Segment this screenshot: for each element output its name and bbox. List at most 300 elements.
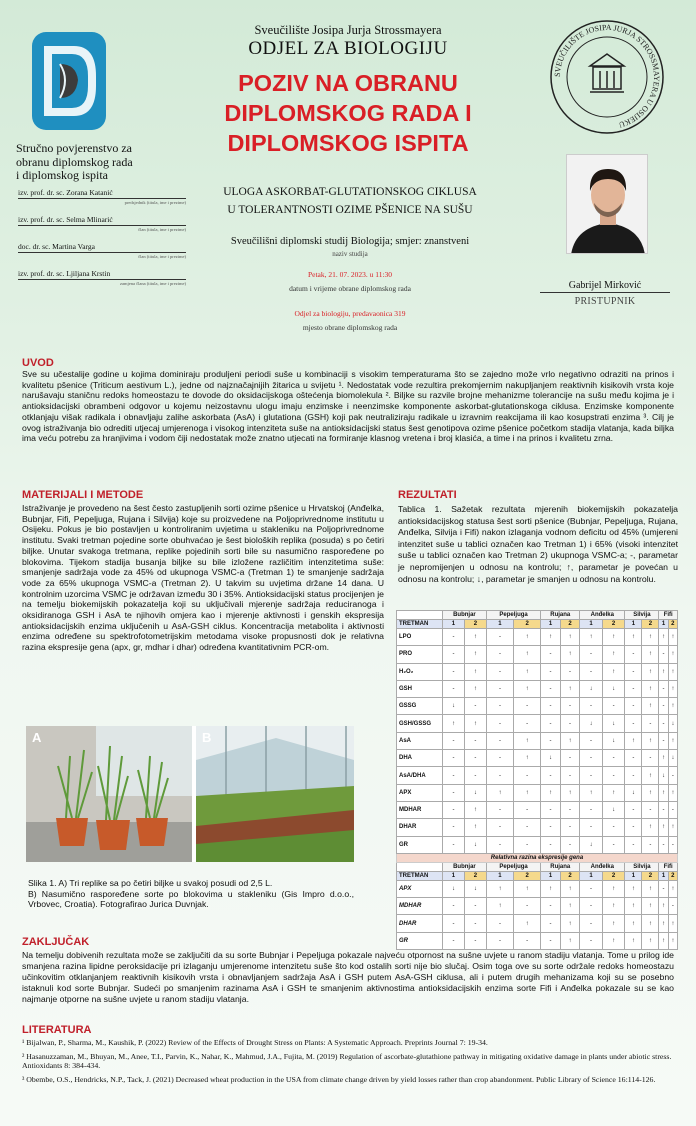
result-cell: ↑: [602, 915, 625, 932]
result-cell: -: [443, 750, 465, 767]
result-cell: -: [464, 750, 486, 767]
result-cell: ↑: [464, 629, 486, 646]
table-row: [397, 629, 678, 646]
result-cell: -: [659, 715, 668, 732]
table-row: [397, 819, 678, 836]
result-cell: -: [580, 663, 603, 680]
title-line: DIPLOMSKOG ISPITA: [227, 130, 469, 156]
table-row: [397, 880, 678, 897]
result-cell: -: [443, 680, 465, 697]
parameter-label: MDHAR: [397, 801, 443, 818]
gene-section-heading: Relativna razina ekspresije gena: [397, 853, 678, 862]
result-cell: ↑: [580, 784, 603, 801]
table-row: [397, 836, 678, 853]
conclusion-heading: ZAKLJUČAK: [22, 936, 90, 948]
result-cell: ↑: [668, 663, 677, 680]
result-cell: -: [580, 898, 603, 915]
result-cell: -: [580, 932, 603, 949]
parameter-label: DHAR: [397, 819, 443, 836]
result-cell: ↑: [668, 915, 677, 932]
treatment-label: TRETMAN: [397, 620, 443, 629]
result-cell: ↑: [668, 680, 677, 697]
result-cell: -: [560, 767, 580, 784]
result-cell: ↑: [659, 819, 668, 836]
result-cell: -: [642, 750, 659, 767]
result-cell: ↑: [514, 646, 541, 663]
result-cell: -: [486, 680, 513, 697]
committee-member: [18, 188, 186, 205]
treatment-cell: 1: [541, 620, 560, 629]
result-cell: -: [668, 836, 677, 853]
result-cell: ↓: [625, 784, 642, 801]
result-cell: -: [659, 646, 668, 663]
table-row: [397, 767, 678, 784]
parameter-label: AsA/DHA: [397, 767, 443, 784]
result-cell: ↑: [560, 732, 580, 749]
result-cell: -: [443, 915, 465, 932]
result-cell: -: [541, 680, 560, 697]
defense-datetime: Petak, 21. 07. 2023. u 11:30: [307, 270, 393, 279]
table-row: [397, 915, 678, 932]
member-role: član (titula, ime i prezime): [138, 254, 186, 259]
result-cell: -: [486, 819, 513, 836]
result-cell: ↑: [560, 784, 580, 801]
result-cell: ↑: [560, 898, 580, 915]
result-cell: ↓: [464, 880, 486, 897]
result-cell: ↑: [560, 915, 580, 932]
treatment-label: TRETMAN: [397, 871, 443, 880]
place-label: mjesto obrane diplomskog rada: [302, 323, 398, 332]
result-cell: ↑: [464, 663, 486, 680]
candidate-label: PRISTUPNIK: [574, 296, 636, 307]
result-cell: -: [443, 646, 465, 663]
result-cell: -: [443, 801, 465, 818]
figure-label-b: B: [202, 730, 212, 745]
result-cell: -: [541, 819, 560, 836]
result-cell: ↑: [560, 680, 580, 697]
table-corner-cell: [397, 611, 443, 620]
result-cell: ↓: [602, 801, 625, 818]
treatment-cell: 1: [486, 871, 513, 880]
result-cell: ↑: [625, 915, 642, 932]
result-cell: ↑: [642, 663, 659, 680]
table-row: [397, 932, 678, 949]
committee-heading: [16, 142, 176, 183]
result-cell: ↑: [443, 715, 465, 732]
result-cell: -: [625, 767, 642, 784]
result-cell: -: [625, 819, 642, 836]
committee-heading-line: i diplomskog ispita: [16, 168, 109, 182]
reference-item: ¹ Bijalwan, P., Sharma, M., Kaushik, P. (2022) Review of the Effects of Drought Stress on Plants: A Systematic Approach. Preprints Journal 7: 19-34.: [22, 1038, 488, 1047]
result-cell: ↓: [602, 732, 625, 749]
treatment-cell: 2: [602, 620, 625, 629]
cultivar-header: Pepeljuga: [486, 611, 540, 620]
result-cell: ↑: [541, 629, 560, 646]
treatment-cell: 2: [602, 871, 625, 880]
table-treatment-row: [397, 871, 678, 880]
parameter-label: GSSG: [397, 698, 443, 715]
university-seal: [548, 18, 666, 136]
parameter-label: H₂O₂: [397, 663, 443, 680]
result-cell: ↑: [668, 784, 677, 801]
result-cell: ↑: [602, 663, 625, 680]
result-cell: -: [560, 836, 580, 853]
result-cell: -: [580, 819, 603, 836]
treatment-cell: 1: [659, 620, 668, 629]
result-cell: ↑: [514, 663, 541, 680]
result-cell: -: [580, 698, 603, 715]
result-cell: -: [602, 698, 625, 715]
parameter-label: LPO: [397, 629, 443, 646]
result-cell: -: [642, 715, 659, 732]
result-cell: -: [602, 836, 625, 853]
committee-heading-line: Stručno povjerenstvo za: [16, 141, 132, 155]
result-cell: ↑: [668, 819, 677, 836]
result-cell: -: [486, 836, 513, 853]
parameter-label: APX: [397, 784, 443, 801]
result-cell: -: [464, 915, 486, 932]
committee-member: [18, 242, 186, 259]
result-cell: -: [560, 750, 580, 767]
result-cell: ↓: [541, 750, 560, 767]
result-cell: -: [443, 767, 465, 784]
result-cell: -: [560, 819, 580, 836]
result-cell: -: [443, 819, 465, 836]
cultivar-header: Silvija: [625, 611, 659, 620]
parameter-label: AsA: [397, 732, 443, 749]
treatment-cell: 2: [514, 620, 541, 629]
figure-label-a: A: [32, 730, 42, 745]
parameter-label: GR: [397, 932, 443, 949]
result-cell: -: [464, 932, 486, 949]
gene-section-row: [397, 853, 678, 862]
result-cell: -: [580, 880, 603, 897]
treatment-cell: 2: [464, 871, 486, 880]
result-cell: ↑: [668, 732, 677, 749]
study-program: Sveučilišni diplomski studij Biologija; smjer: znanstveni: [230, 236, 470, 247]
cultivar-header: Rujana: [541, 862, 580, 871]
methods-heading: MATERIJALI I METODE: [22, 489, 144, 501]
result-cell: -: [580, 750, 603, 767]
result-cell: -: [659, 698, 668, 715]
result-cell: -: [443, 663, 465, 680]
result-cell: -: [486, 715, 513, 732]
result-cell: -: [464, 898, 486, 915]
title-line: DIPLOMSKOG RADA I: [224, 100, 472, 126]
result-cell: -: [486, 646, 513, 663]
cultivar-header: Rujana: [541, 611, 580, 620]
result-cell: -: [642, 836, 659, 853]
result-cell: -: [443, 732, 465, 749]
result-cell: -: [668, 801, 677, 818]
result-cell: ↑: [659, 750, 668, 767]
result-cell: -: [541, 801, 560, 818]
result-cell: -: [659, 836, 668, 853]
result-cell: ↓: [580, 680, 603, 697]
result-cell: -: [541, 767, 560, 784]
cultivar-header: Anđelka: [580, 611, 625, 620]
result-cell: -: [541, 898, 560, 915]
result-cell: ↑: [464, 715, 486, 732]
result-cell: ↑: [642, 898, 659, 915]
poster-title: [170, 68, 526, 158]
university-name: Sveučilište Josipa Jurja Strossmayera: [254, 23, 442, 37]
result-cell: ↑: [659, 932, 668, 949]
treatment-cell: 1: [580, 871, 603, 880]
result-cell: ↑: [642, 880, 659, 897]
treatment-cell: 2: [668, 871, 677, 880]
result-cell: -: [514, 698, 541, 715]
result-cell: -: [514, 836, 541, 853]
committee-heading-line: obranu diplomskog rada: [16, 154, 133, 169]
result-cell: -: [514, 819, 541, 836]
table-header-row: [397, 862, 678, 871]
intro-text: Sve su učestalije godine u kojima dominiraju produljeni periodi suše u kombinaciji s visokim temperaturama što se zajedno može vrlo negativno odraziti na prinos i kvalitetu pšenice (Triticum aestivum L.), jedne od najznačajnijih žitarica u svijetu ¹. Nedostatak vode rezultira prekomjernim nakupljanjem reaktivnih kisikovih vrsta koje narušavaju staničnu redoks homeostazu te dovode do oksidacijskoga oštećenja biomolekula ². Biljke su razvile brojne mehanizme tolerancije na sušu među kojima je i antioksidacijski obrambeni odgovor u kojemu neizostavnu ulogu imaju enzimske i neenzimske komponente askorbat-glutationskoga ciklusa. Enzimske komponente otklanjaju višak radikala i obnavljaju zalihe askorbata (AsA) i glutationa (GSH) koji pak neutraliziraju radikale u izravnim reakcijama ili kao kosupstrati enzima ³. Cilj je ovog istraživanja bio odrediti utjecaj umjerenoga i visokog intenziteta suše na antioksidacijski status šest genotipova ozime pšenice početkom stadija vlatanja, kada biljka ima veću potrebu za hranjivima i vodom čiji nedostatak može znatno utjecati na formiranje klasnog vretena i broj klasića, a time i na prinos i kvalitetu zrna.: [22, 369, 674, 444]
results-table: [396, 610, 678, 950]
table-row: [397, 715, 678, 732]
intro-heading: UVOD: [22, 357, 54, 369]
result-cell: -: [668, 898, 677, 915]
result-cell: ↑: [659, 898, 668, 915]
result-cell: ↑: [514, 629, 541, 646]
member-role: zamjena člana (titula, ime i prezime): [120, 281, 186, 286]
department-logo: [30, 30, 108, 132]
table-row: [397, 784, 678, 801]
greenhouse-photos: [26, 726, 354, 862]
result-cell: -: [541, 732, 560, 749]
result-cell: -: [486, 663, 513, 680]
parameter-label: GSH/GSSG: [397, 715, 443, 732]
result-cell: ↑: [514, 880, 541, 897]
treatment-cell: 1: [580, 620, 603, 629]
table-header-row: [397, 611, 678, 620]
result-cell: ↓: [668, 750, 677, 767]
table-row: [397, 698, 678, 715]
result-cell: ↑: [560, 629, 580, 646]
result-cell: ↑: [642, 629, 659, 646]
result-cell: -: [541, 932, 560, 949]
result-cell: ↑: [514, 784, 541, 801]
result-cell: -: [443, 836, 465, 853]
parameter-label: DHAR: [397, 915, 443, 932]
title-line: POZIV NA OBRANU: [238, 70, 458, 96]
treatment-cell: 2: [560, 620, 580, 629]
result-cell: -: [541, 663, 560, 680]
result-cell: -: [443, 898, 465, 915]
treatment-cell: 2: [514, 871, 541, 880]
result-cell: -: [625, 680, 642, 697]
member-name: izv. prof. dr. sc. Zorana Katanić: [18, 188, 186, 199]
result-cell: -: [443, 629, 465, 646]
result-cell: -: [625, 750, 642, 767]
table-corner-cell: [397, 862, 443, 871]
treatment-cell: 1: [625, 620, 642, 629]
result-cell: ↑: [514, 915, 541, 932]
result-cell: -: [625, 663, 642, 680]
candidate: [540, 280, 670, 307]
table-row: [397, 680, 678, 697]
result-cell: ↑: [486, 784, 513, 801]
methods-text: Istraživanje je provedeno na šest često zastupljenih sorti ozime pšenice u Hrvatskoj (Anđelka, Bubnjar, Fifi, Pepeljuga, Rujana i Silvija) koje su proizvedene na Poljoprivrednome institutu u Osijeku. Pokus je bio postavljen u kontroliranim uvjetima u stakleniku na Poljoprivrednome institutu. Svaki tretman pojedine sorte obuhvaćao je šest bioloških replika (posuda) s po četiri biljke. Unutar svakoga tretmana, replike pojedinih sorti bile su nasumično raspoređene po blokovima. Tijekom stadija busanja biljke su bile izložene različitim intenzitetima suše: smanjenje sadržaja vode za 45% od ukupnoga VSMC-a (Tretman 1) te smanjenje sadržaja vode za 65% ukupnoga VSMC-a (Tretman 2). U takvim su uvjetima držane 14 dana. U kontrolnim uzorcima VSMC je održavan između 30 i 35%. Antioksidacijski status procijenjen je na temelju biokemijskih pokazatelja koji su uključivali mjerenje sadržaja reduciranoga i oksidiranoga GSH i AsA te njihovih omjera kao i mjerenje aktivnosti i genskih ekspresija antioksidacijskih enzima uključenih u AsA-GSH ciklus. Koncentracija metabolita i aktivnosti enzima određene su spektrofotometrijskim metodama visoke propusnosti dok je relativna razina ekspresije gena (apx, gr, mdhar i dhar) određena kvantitativnim PCR-om.: [22, 503, 384, 653]
result-cell: ↓: [443, 880, 465, 897]
committee-member: [18, 215, 186, 232]
result-cell: ↑: [580, 629, 603, 646]
result-cell: -: [514, 932, 541, 949]
treatment-cell: 1: [659, 871, 668, 880]
references-list: [22, 1038, 674, 1088]
result-cell: -: [580, 732, 603, 749]
defense-place: Odjel za biologiju, predavaonica 319: [294, 309, 406, 318]
figure-caption-b: B) Nasumično raspoređene sorte po blokovima u stakleniku (Gis Impro d.o.o., Vrbovec, Croatia). Fotografirao Jurica Duvnjak.: [28, 888, 354, 910]
result-cell: -: [514, 898, 541, 915]
candidate-name: Gabrijel Mirković: [540, 280, 670, 293]
result-cell: -: [625, 836, 642, 853]
table-treatment-row: [397, 620, 678, 629]
result-cell: ↑: [642, 767, 659, 784]
result-cell: ↑: [602, 784, 625, 801]
treatment-cell: 1: [541, 871, 560, 880]
department-name: ODJEL ZA BIOLOGIJU: [248, 38, 448, 59]
result-cell: -: [514, 715, 541, 732]
cultivar-header: Fifi: [659, 611, 678, 620]
result-cell: ↑: [659, 663, 668, 680]
result-cell: -: [668, 767, 677, 784]
cultivar-header: Anđelka: [580, 862, 625, 871]
results-table-grid: [396, 610, 678, 950]
result-cell: -: [541, 915, 560, 932]
datetime-label: datum i vrijeme obrane diplomskog rada: [289, 284, 411, 293]
member-name: izv. prof. dr. sc. Selma Mlinarić: [18, 215, 186, 226]
result-cell: -: [486, 915, 513, 932]
thesis-title-line: U TOLERANTNOSTI OZIME PŠENICE NA SUŠU: [227, 204, 473, 216]
result-cell: -: [486, 750, 513, 767]
committee-member: [18, 269, 186, 286]
result-cell: -: [514, 801, 541, 818]
result-cell: -: [602, 767, 625, 784]
result-cell: ↑: [668, 880, 677, 897]
result-cell: ↑: [668, 629, 677, 646]
member-name: doc. dr. sc. Martina Varga: [18, 242, 186, 253]
result-cell: ↑: [602, 932, 625, 949]
result-cell: ↑: [642, 732, 659, 749]
result-cell: -: [560, 801, 580, 818]
result-cell: ↑: [642, 915, 659, 932]
result-cell: ↑: [668, 932, 677, 949]
result-cell: ↑: [514, 750, 541, 767]
result-cell: -: [464, 767, 486, 784]
result-cell: ↓: [580, 715, 603, 732]
result-cell: -: [486, 801, 513, 818]
treatment-cell: 2: [668, 620, 677, 629]
references-heading: LITERATURA: [22, 1024, 92, 1036]
result-cell: ↑: [668, 698, 677, 715]
cultivar-header: Bubnjar: [443, 611, 487, 620]
treatment-cell: 1: [486, 620, 513, 629]
result-cell: -: [464, 698, 486, 715]
result-cell: ↑: [602, 646, 625, 663]
conclusion-text: Na temelju dobivenih rezultata može se zaključiti da su sorte Bubnjar i Pepeljuga pokazale najveću otpornost na sušne uvjete u ranom stadiju vlatanja. Tome u prilog ide smanjena razina lipidne peroksidacije pri izlaganju umjerenome intenzitetu suše što kod ostalih sorti nije bio slučaj. Osim toga ove su sorte održale redoks homeostazu učinkovitim otklanjanjem reaktivnih kisikovih vrsta i obnavljanjem sadržaja AsA i GSH putem AsA-GSH ciklusa, ali i putem drugih mehanizama koji su se posebno istaknuli kod sorte Bubnjar. Sudeći po smanjenim razinama AsA i GSH te smanjenim aktivnostima antioksidacijskih enzima sorte Fifi i Anđelka pokazale su se kao najmanje otporne na sušne uvjete u ranom stadiju vlatanja.: [22, 950, 674, 1004]
parameter-label: MDHAR: [397, 898, 443, 915]
candidate-photo: [566, 154, 648, 254]
result-cell: ↑: [602, 880, 625, 897]
result-cell: ↓: [464, 836, 486, 853]
result-cell: ↓: [464, 784, 486, 801]
table-caption: Tablica 1. Sažetak rezultata mjerenih biokemijskih pokazatelja antioksidacijskog statusa šest sorti pšenice (Bubnjar, Pepeljuga, Rujana, Anđelka, Silvija i Fifi) nakon izlaganja vodnom deficitu od 45% (umjereni intenzitet suše u tablici označen kao Tretman 1) i 65% (visoki intenzitet suše u tablici označen kao Tretman 2) ukupnoga VSMC-a; -, parametar je nepromijenjen u odnosu na kontrolu; ↑, parametar je povećan u odnosu na kontrolu; ↓, parametar je smanjen u odnosu na kontrolu.: [398, 504, 678, 584]
result-cell: -: [560, 698, 580, 715]
member-role: član (titula, ime i prezime): [138, 227, 186, 232]
result-cell: -: [541, 715, 560, 732]
result-cell: ↑: [560, 880, 580, 897]
results-heading: REZULTATI: [398, 489, 457, 501]
result-cell: ↑: [541, 880, 560, 897]
table-row: [397, 732, 678, 749]
treatment-cell: 2: [464, 620, 486, 629]
thesis-title: [200, 186, 500, 216]
table-row: [397, 663, 678, 680]
member-name: izv. prof. dr. sc. Ljiljana Krstin: [18, 269, 186, 280]
result-cell: ↑: [602, 629, 625, 646]
treatment-cell: 2: [642, 871, 659, 880]
result-cell: -: [486, 732, 513, 749]
result-cell: -: [625, 698, 642, 715]
result-cell: -: [580, 646, 603, 663]
result-cell: -: [514, 767, 541, 784]
result-cell: -: [625, 646, 642, 663]
result-cell: -: [486, 767, 513, 784]
result-cell: -: [625, 715, 642, 732]
result-cell: ↑: [464, 819, 486, 836]
result-cell: ↑: [642, 932, 659, 949]
result-cell: ↑: [464, 646, 486, 663]
result-cell: -: [580, 767, 603, 784]
result-cell: ↑: [642, 784, 659, 801]
result-cell: ↑: [486, 898, 513, 915]
result-cell: -: [642, 801, 659, 818]
table-row: [397, 898, 678, 915]
result-cell: -: [580, 915, 603, 932]
figure-caption-a: Slika 1. A) Tri replike sa po četiri biljke u svakoj posudi od 2,5 L.: [28, 878, 273, 888]
result-cell: ↑: [514, 680, 541, 697]
result-cell: -: [486, 629, 513, 646]
thesis-title-line: ULOGA ASKORBAT-GLUTATIONSKOG CIKLUSA: [223, 186, 477, 198]
result-cell: -: [464, 732, 486, 749]
result-cell: -: [659, 880, 668, 897]
result-cell: -: [659, 801, 668, 818]
cultivar-header: Bubnjar: [443, 862, 487, 871]
result-cell: -: [602, 819, 625, 836]
result-cell: ↑: [625, 732, 642, 749]
figure-photos: [26, 726, 354, 862]
cultivar-header: Pepeljuga: [486, 862, 540, 871]
treatment-cell: 2: [642, 620, 659, 629]
seal-text: SVEUČILIŠTE JOSIPA JURJA STROSSMAYERA U OSIJEKU: [552, 22, 662, 130]
result-cell: ↑: [642, 819, 659, 836]
result-cell: -: [602, 750, 625, 767]
result-cell: ↑: [486, 880, 513, 897]
result-cell: -: [443, 784, 465, 801]
cultivar-header: Fifi: [659, 862, 678, 871]
result-cell: ↑: [642, 698, 659, 715]
result-cell: ↑: [514, 732, 541, 749]
result-cell: ↑: [560, 646, 580, 663]
treatment-cell: 1: [443, 871, 465, 880]
result-cell: ↑: [659, 915, 668, 932]
result-cell: ↓: [602, 680, 625, 697]
table-row: [397, 801, 678, 818]
result-cell: -: [541, 698, 560, 715]
result-cell: ↑: [642, 680, 659, 697]
result-cell: ↓: [602, 715, 625, 732]
